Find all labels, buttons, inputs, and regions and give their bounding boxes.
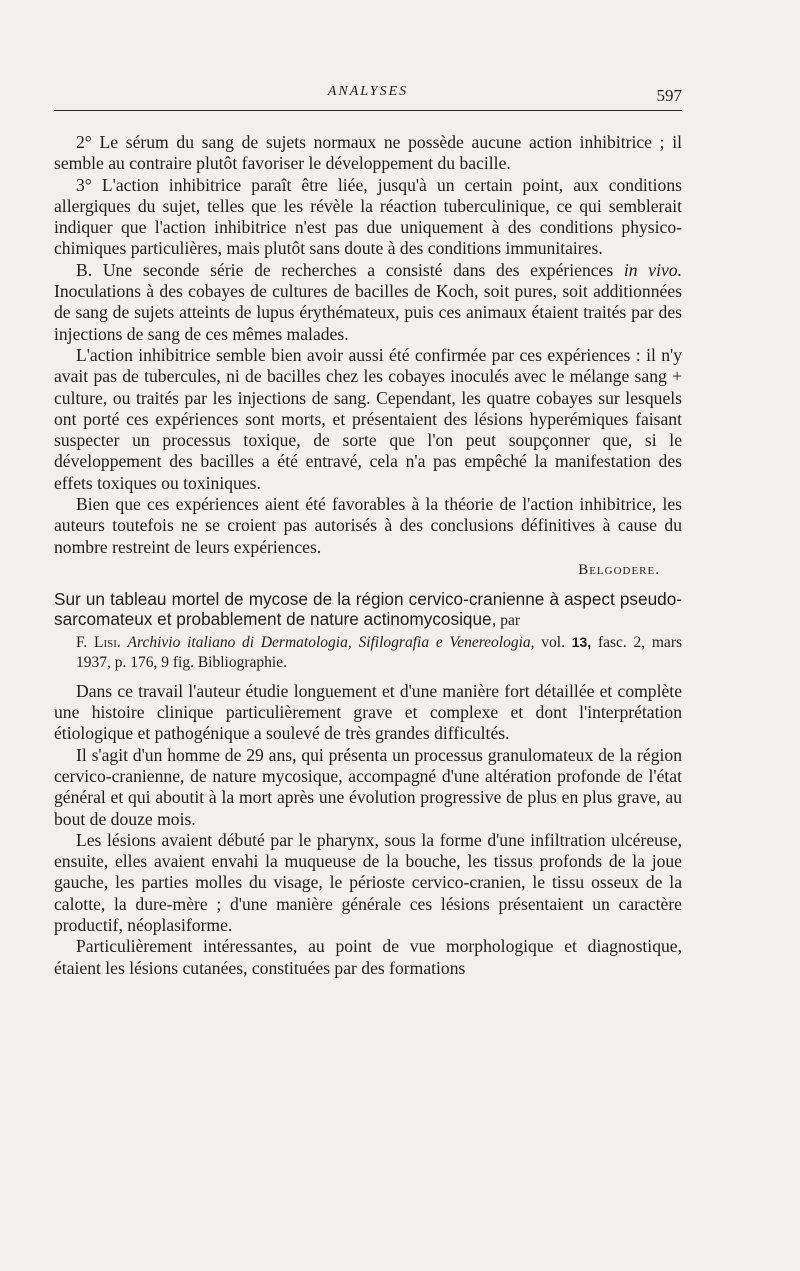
reference-vol-number: 13, (571, 633, 592, 650)
reference-details: fasc. 2, mars 1937, p. 176, 9 fig. Bibliographie. (76, 633, 683, 671)
paragraph: 2° Le sérum du sang de sujets normaux ne possède aucune action inhibitrice ; il semble au contraire plutôt favoriser le développement du bacille. (54, 132, 682, 174)
article-title-text: Sur un tableau mortel de mycose de la région cervico-cranienne à aspect pseudo-sarcomateux et probablement de nature actinomycosique, (54, 588, 682, 630)
article-title (54, 589, 682, 632)
paragraph: 3° L'action inhibitrice paraît être liée, jusqu'à un certain point, aux conditions allergiques du sujet, telles que les révèle la réaction tuberculinique, ce qui semblerait indiquer que l'action inhibitrice n'est pas due uniquement à des conditions physico-chimiques particulières, mais plutôt sans doute à des conditions immunitaires. (54, 174, 682, 259)
paragraph: Particulièrement intéressantes, au point de vue morphologique et diagnostique, étaient les lésions cutanées, constituées par des formations (54, 936, 682, 978)
paragraph: Bien que ces expériences aient été favorables à la théorie de l'action inhibitrice, les auteurs toutefois ne se croient pas autorisés à des conclusions définitives à cause du nombre restreint de leurs expériences. (54, 494, 682, 557)
author-signature: Belgodere. (578, 561, 660, 578)
bibliographic-reference (76, 632, 682, 673)
paragraph: Il s'agit d'un homme de 29 ans, qui présenta un processus granulomateux de la région cervico-cranienne, de nature mycosique, accompagné d'une altération profonde de l'état général et qui aboutit à la mort après une évolution progressive de plus en plus grave, au bout de douze mois. (54, 744, 682, 829)
paragraph: Dans ce travail l'auteur étudie longuement et d'une manière fort détaillée et complète une histoire clinique particulièrement grave et complexe et dont l'interprétation étiologique et pathogénique a soulevé de très grandes difficultés. (54, 680, 682, 744)
in-vivo-italic: in vivo. (623, 259, 682, 280)
article-title-par: par (496, 612, 521, 630)
reference-author: F. Lisi. (76, 633, 121, 651)
paragraph-b (54, 260, 682, 345)
first-article-body (54, 132, 682, 581)
page-number: 597 (656, 86, 682, 105)
paragraph: Les lésions avaient débuté par le pharynx, sous la forme d'une infiltration ulcéreuse, ensuite, elles avaient envahi la muqueuse de la bouche, les tissus profonds de la joue gauche, les parties molles du visage, le périoste cervico-cranien, le tissu osseux de la calotte, la dure-mère ; d'une manière générale ces lésions présentaient un caractère productif, néoplasiforme. (54, 829, 682, 936)
reference-journal: Archivio italiano di Dermatologia, Sifilografia e Venereologia, (127, 633, 535, 651)
paragraph: L'action inhibitrice semble bien avoir aussi été confirmée par ces expériences : il n'y avait pas de tubercules, ni de bacilles chez les cobayes inoculés avec le mélange sang + culture, ou traités par les injections de sang. Cependant, les quatre cobayes sur lesquels ont porté ces expériences sont morts, et présentaient des lésions hyperémiques faisant suspecter un processus toxique, de sorte que l'on peut soupçonner que, si le développement des bacilles a été entravé, cela n'a pas empêché la manifestation des effets toxiques ou toxiniques. (54, 344, 682, 493)
paragraph-b-rest: Inoculations à des cobayes de cultures de bacilles de Koch, soit pures, soit additionnées de sang de sujets atteints de lupus érythémateux, puis ces animaux étaient traités par des injections de sang de ces mêmes malades. (54, 281, 682, 344)
running-head (54, 80, 682, 111)
reference-vol-label: vol. (541, 633, 565, 651)
second-article-body (54, 681, 682, 979)
journal-page (54, 80, 682, 979)
running-title: ANALYSES (327, 84, 409, 99)
paragraph-b-prefix: B. Une seconde série de recherches a consisté dans des expériences (76, 259, 614, 280)
